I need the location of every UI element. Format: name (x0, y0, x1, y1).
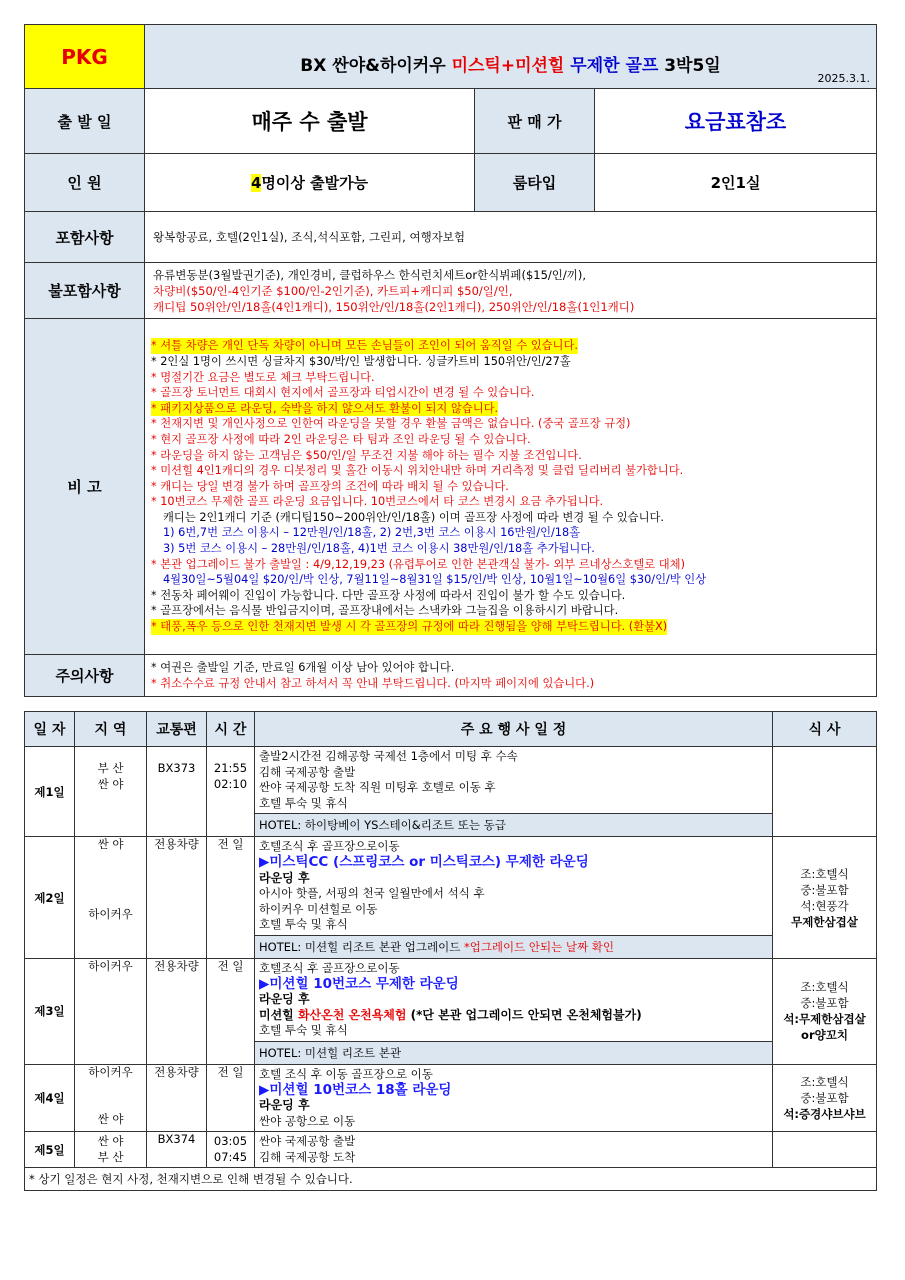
day5-time (207, 1132, 255, 1168)
day1-hotel: HOTEL: 하이탕베이 YS스테이&리조트 또는 동급 (255, 814, 773, 837)
time-arrive: 02:10 (213, 776, 248, 791)
price-value: 요금표참조 (595, 89, 877, 154)
day4-time: 전 일 (207, 1064, 255, 1131)
note-line: * 패키지상품으로 라운딩, 숙박을 하지 않으셔도 환불이 되지 않습니다. (151, 401, 499, 415)
day5-transport: BX374 (147, 1132, 207, 1168)
note-line: 3) 5번 코스 이용시 – 28만원/인/18홀, 4)1번 코스 이용시 38만원/인/18홀 추가됩니다. (163, 542, 595, 556)
note-line: * 태풍,폭우 등으로 인한 천재지변 발생 시 각 골프장의 규정에 따라 진행됨을 양해 부탁드립니다. (환불X) (151, 620, 668, 634)
note-line: 4월30일~5월04일 $20/인/박 인상, 7월11일~8월31일 $15/인/박 인상, 10월1일~10월6일 $30/인/박 인상 (163, 573, 707, 587)
day4-row (25, 1064, 877, 1131)
note-line: * 10번코스 무제한 골프 라운딩 요금입니다. 10번코스에서 타 코스 변경시 요금 추가됩니다. (151, 495, 604, 509)
note-line: * 천재지변 및 개인사정으로 인한여 라운딩을 못할 경우 환불 금액은 없습니다. (중국 골프장 규정) (151, 417, 631, 431)
plan-line: 라운딩 후 (259, 870, 310, 885)
plan-line: 호텔조식 후 골프장으로이동 (259, 960, 400, 975)
note-line: * 캐디는 당일 변경 불가 하며 골프장의 조건에 따라 배치 될 수 있습니다. (151, 479, 509, 493)
plan-line: 싼야 공항으로 이동 (259, 1113, 356, 1128)
plan-line: 싼야 국제공항 도착 직원 미팅후 호텔로 이동 후 (259, 780, 496, 795)
notes-label: 비 고 (25, 319, 145, 655)
title-prefix: BX 싼야&하이커우 (300, 56, 452, 76)
room-value: 2인1실 (595, 154, 877, 212)
day1-row (25, 747, 877, 814)
note-line: * 라운딩을 하지 않는 고객님은 $50/인/일 무조건 지불 해야 하는 필수 지불 조건입니다. (151, 448, 582, 462)
day4-plan (255, 1064, 773, 1131)
day4-label: 제4일 (25, 1064, 75, 1131)
title-blue: 무제한 골프 (570, 56, 659, 76)
people-value (145, 154, 475, 212)
region-to: 하이커우 (88, 906, 133, 921)
meal-lunch: 중:불포함 (800, 882, 849, 897)
day4-transport: 전용차량 (147, 1064, 207, 1131)
region-to: 싼 야 (97, 776, 124, 791)
note-line: * 미션힐 4인1캐디의 경우 디봇정리 및 홀간 이동시 위치안내만 하며 거리측정 및 클럽 딜리버리 불가합니다. (151, 464, 684, 478)
day3-plan (255, 958, 773, 1041)
note-line: * 본관 업그레이드 불가 출발일 : 4/9,12,19,23 (유렵투어로 인한 본관객실 불가- 외부 르네상스호텔로 대체) (151, 557, 685, 571)
excluded-list (145, 263, 877, 319)
departure-label: 출 발 일 (25, 89, 145, 154)
time-depart: 03:05 (213, 1134, 248, 1149)
day3-time: 전 일 (207, 958, 255, 1064)
region-from: 하이커우 (88, 1064, 133, 1079)
plan-line: 싼야 국제공항 출발 (259, 1134, 356, 1149)
col-meal: 식 사 (773, 712, 877, 747)
note-line: * 골프장 토너먼트 대회시 현지에서 골프장과 티업시간이 변경 될 수 있습니다. (151, 386, 535, 400)
day2-row (25, 837, 877, 936)
day3-label: 제3일 (25, 958, 75, 1064)
departure-value: 매주 수 출발 (145, 89, 475, 154)
meal-dinner: 석:현풍각 (800, 898, 849, 913)
note-line: * 현지 골프장 사정에 따라 2인 라운딩은 타 팀과 조인 라운딩 될 수 있습니다. (151, 432, 531, 446)
note-line: * 명절기간 요금은 별도로 체크 부탁드립니다. (151, 370, 375, 384)
day5-plan (255, 1132, 773, 1168)
hotel-note: *업그레이드 안되는 날짜 확인 (463, 939, 614, 954)
title-suffix: 3박5일 (658, 56, 721, 76)
col-time: 시 간 (207, 712, 255, 747)
people-label: 인 원 (25, 154, 145, 212)
day2-hotel (255, 935, 773, 958)
plan-line: 호텔 투숙 및 휴식 (259, 917, 348, 932)
plan-line: 호텔 조식 후 이동 골프장으로 이동 (259, 1066, 433, 1081)
pkg-badge: PKG (25, 25, 145, 89)
day3-region: 하이커우 (75, 958, 147, 1064)
excluded-label: 불포함사항 (25, 263, 145, 319)
plan-line: 호텔 투숙 및 휴식 (259, 1023, 348, 1038)
col-region: 지 역 (75, 712, 147, 747)
day3-meal (773, 958, 877, 1064)
meal-dinner: 석:증경샤브샤브 (783, 1107, 866, 1122)
notes-list (145, 319, 877, 655)
caution-list (145, 655, 877, 697)
meal-breakfast: 조:호텔식 (800, 866, 849, 881)
summary-table (24, 24, 877, 697)
day5-region (75, 1132, 147, 1168)
plan-line: 라운딩 후 (259, 992, 310, 1007)
meal-dinner-alt: or양꼬치 (801, 1028, 848, 1043)
day4-region (75, 1064, 147, 1131)
note-line: * 2인실 1명이 쓰시면 싱글차지 $30/박/인 발생합니다. 싱글카트비 150위안/인/27홀 (151, 354, 571, 368)
day2-meal (773, 837, 877, 959)
day1-plan (255, 747, 773, 814)
time-arrive: 07:45 (213, 1149, 248, 1164)
day1-label: 제1일 (25, 747, 75, 837)
note-line: 캐디는 2인1캐디 기준 (캐디팁150~200위안/인/18홀) 이며 골프장 사정에 따라 변경 될 수 있습니다. (163, 510, 664, 524)
plan-line: 하이커우 미션힐로 이동 (259, 901, 378, 916)
region-from: 싼 야 (97, 1134, 124, 1149)
schedule-table (24, 711, 877, 1191)
day2-transport: 전용차량 (147, 837, 207, 959)
people-rest: 명이상 출발가능 (261, 174, 369, 192)
region-from: 싼 야 (97, 837, 124, 852)
note-line: * 전동차 페어웨이 진입이 가능합니다. 다만 골프장 사정에 따라서 진입이 불가 할 수도 있습니다. (151, 588, 626, 602)
meal-lunch: 중:불포함 (800, 1091, 849, 1106)
day1-meal (773, 747, 877, 837)
excluded-line: 캐디팁 50위안/인/18홀(4인1캐디), 150위안/인/18홀(2인1캐디), 250위안/인/18홀(1인1캐디) (153, 299, 635, 314)
included-label: 포함사항 (25, 212, 145, 263)
col-day: 일 자 (25, 712, 75, 747)
plan-line: 아시아 핫플, 서핑의 천국 일월만에서 석식 후 (259, 886, 485, 901)
meal-dinner-menu: 무제한삼겹살 (791, 914, 858, 929)
golf-course: ▶미션힐 10번코스 무제한 라운딩 (259, 975, 459, 992)
caution-label: 주의사항 (25, 655, 145, 697)
day1-transport: BX373 (147, 747, 207, 837)
plan-line: 김해 국제공항 출발 (259, 764, 356, 779)
plan-text: (*단 본관 업그레이드 안되면 온천체험불가) (406, 1007, 642, 1022)
plan-line: 호텔 투숙 및 휴식 (259, 795, 348, 810)
plan-line: 출발2시간전 김해공항 국제선 1층에서 미팅 후 수속 (259, 749, 518, 763)
note-line: 1) 6번,7번 코스 이용시 – 12만원/인/18홀, 2) 2번,3번 코스 이용시 16만원/인/18홀 (163, 526, 581, 540)
golf-course: ▶미스틱CC (스프링코스 or 미스틱코스) 무제한 라운딩 (259, 853, 589, 870)
region-to: 부 산 (97, 1149, 124, 1164)
day5-meal (773, 1132, 877, 1168)
hotel-name: HOTEL: 미션힐 리조트 본관 업그레이드 (259, 939, 464, 954)
plan-highlight: 화산온천 온천욕체험 (297, 1007, 407, 1022)
meal-dinner: 석:무제한삼겹살 (783, 1012, 866, 1027)
title-red: 미스틱+미션힐 (451, 56, 565, 76)
excluded-line: 차량비($50/인-4인기준 $100/인-2인기준), 카트피+캐디피 $50/일/인, (153, 283, 513, 298)
col-plan: 주 요 행 사 일 정 (255, 712, 773, 747)
schedule-footnote: * 상기 일정은 현지 사정, 천재지변으로 인해 변경될 수 있습니다. (25, 1168, 877, 1191)
region-from: 부 산 (97, 761, 124, 775)
plan-line (259, 1008, 768, 1024)
caution-line: * 취소수수료 규정 안내서 참고 하셔서 꼭 안내 부탁드립니다. (마지막 페이지에 있습니다.) (151, 676, 595, 690)
day5-row (25, 1132, 877, 1168)
issue-date: 2025.3.1. (817, 72, 871, 85)
meal-lunch: 중:불포함 (800, 996, 849, 1011)
day2-region (75, 837, 147, 959)
day2-plan (255, 837, 773, 936)
room-label: 룸타입 (475, 154, 595, 212)
time-depart: 21:55 (213, 761, 248, 775)
note-line: * 골프장에서는 음식물 반입금지이며, 골프장내에서는 스낵카와 그늘집을 이용하시기 바랍니다. (151, 604, 619, 618)
day3-hotel: HOTEL: 미션힐 리조트 본관 (255, 1041, 773, 1064)
caution-line: * 여권은 출발일 기준, 만료일 6개월 이상 남아 있어야 합니다. (151, 660, 455, 674)
day3-row (25, 958, 877, 1041)
plan-line: 라운딩 후 (259, 1098, 310, 1113)
meal-breakfast: 조:호텔식 (800, 1075, 849, 1090)
day2-time: 전 일 (207, 837, 255, 959)
page-title (145, 25, 877, 89)
itinerary-sheet (24, 24, 876, 1191)
region-to: 싼 야 (97, 1112, 124, 1127)
day1-region (75, 747, 147, 837)
day2-label: 제2일 (25, 837, 75, 959)
day5-label: 제5일 (25, 1132, 75, 1168)
day3-transport: 전용차량 (147, 958, 207, 1064)
note-line: * 셔틀 차량은 개인 단독 차량이 아니며 모든 손님들이 조인이 되어 움직일 수 있습니다. (151, 339, 578, 353)
included-value: 왕복항공료, 호텔(2인1실), 조식,석식포함, 그린피, 여행자보험 (145, 212, 877, 263)
col-transport: 교통편 (147, 712, 207, 747)
plan-line: 호텔조식 후 골프장으로이동 (259, 839, 400, 854)
day4-meal (773, 1064, 877, 1131)
price-label: 판 매 가 (475, 89, 595, 154)
golf-course: ▶미션힐 10번코스 18홀 라운딩 (259, 1081, 452, 1098)
excluded-line: 유류변동분(3월발권기준), 개인경비, 클럽하우스 한식런치세트or한식뷔페($15/인/끼), (153, 267, 587, 282)
plan-line: 김해 국제공항 도착 (259, 1149, 356, 1164)
people-highlight: 4 (250, 174, 262, 192)
day1-time (207, 747, 255, 837)
meal-breakfast: 조:호텔식 (800, 980, 849, 995)
plan-text: 미션힐 (259, 1007, 298, 1022)
